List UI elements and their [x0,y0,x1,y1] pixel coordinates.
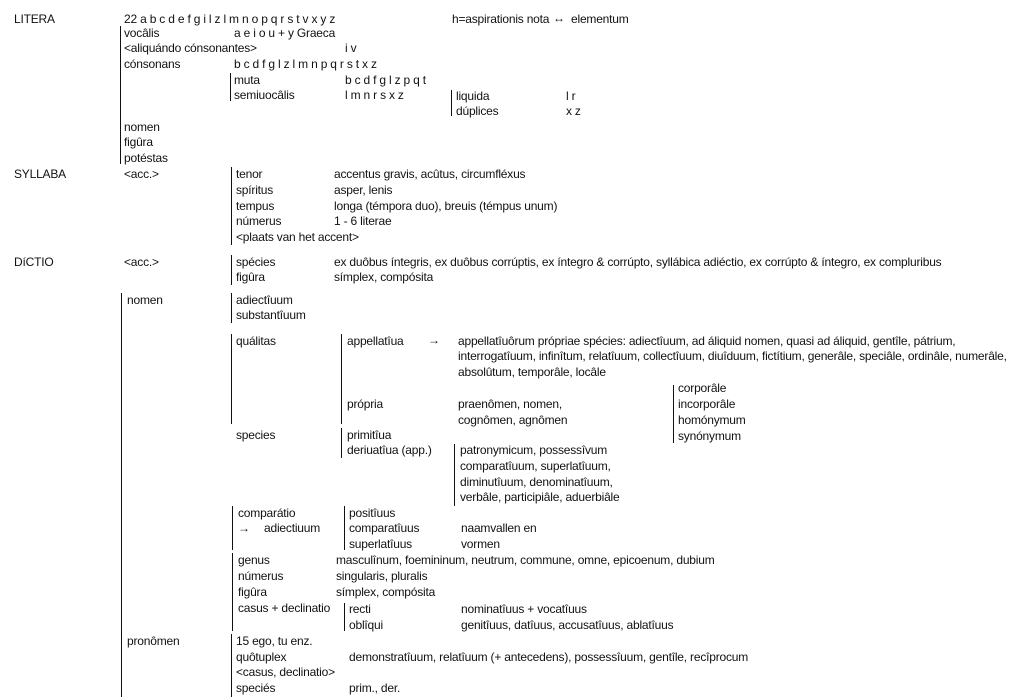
text-line: positîuus [349,506,396,520]
bracket-line [231,334,232,424]
text-line: 15 ego, tu enz. [236,634,313,648]
text-line: patronymicum, possessîvum [460,443,608,457]
bracket-line [232,506,233,550]
text-line: corporâle [678,381,727,395]
text-line: b c d f g l z p q t [345,73,426,87]
text-line: a e i o u + y Graeca [234,26,336,40]
bracket-line [451,90,452,116]
text-line: masculînum, foemininum, neutrum, commune, omne, epicoenum, dubium [336,553,715,567]
text-line: recti [349,602,371,616]
text-line: semiuocâlis [234,88,295,102]
text-line: cónsonans [124,57,181,71]
text-line: símplex, compósita [336,585,436,599]
text-line: accentus gravis, acûtus, circumfléxus [334,167,526,181]
heading-dictio: DíCTIO [14,255,54,269]
text-line: tenor [236,167,263,181]
text-line: species [236,428,276,442]
right-arrow-icon: → [238,521,250,535]
text-line: spécies [236,255,276,269]
bracket-line [344,603,345,631]
text-line: demonstratîuum, relatîuum (+ antecedens), possessîuum, gentîle, recîprocum [349,650,749,664]
text-line: ex duôbus íntegris, ex duôbus corrúptis, ex íntegro & corrúpto, syllábica adiéctio, ex corrúpto & íntegro, ex compluribus [334,255,942,269]
bracket-line [232,553,233,631]
text-line: vocâlis [124,26,160,40]
text-line: oblîqui [349,618,383,632]
text-line: b c d f g l z l m n p q r s t x z [234,57,377,71]
bracket-line [231,634,232,697]
text-line: dúplices [456,104,499,118]
text-line: appellatîua [347,334,404,348]
text-line: diminutîuum, denominatîuum, [460,475,613,489]
text-line: deriuatîua (app.) [347,443,432,457]
bracket-line [231,255,232,285]
text-line: i v [345,41,357,55]
text-line: naamvallen en [461,521,537,535]
text-line: synónymum [678,429,741,443]
text-line: comparátio [238,506,296,520]
bracket-line [341,428,342,458]
text-line: x z [566,104,581,118]
text-line: muta [234,73,260,87]
text-line: h=aspirationis nota [452,12,550,26]
bracket-line [230,73,231,101]
bracket-line [121,293,122,697]
text-line: interrogatîuum, infinîtum, relatîuum, collectîuum, diuîduum, fictítium, generâle, speciâle, ordinâle, numerâle, [458,349,1007,363]
text-line: <plaats van het accent> [236,230,359,244]
text-line: adiectîuum [236,293,293,307]
text-line: casus + declinatio [238,601,331,615]
text-line: incorporâle [678,397,736,411]
text-line: nomen [127,293,163,307]
text-line: figûra [236,270,265,284]
right-arrow-icon: → [428,333,440,347]
text-line: singularis, pluralis [336,569,428,583]
text-line: própria [347,397,383,411]
text-line: absolûtum, temporâle, locâle [458,365,606,379]
bracket-line [231,167,232,245]
text-line: verbâle, participiâle, aduerbiâle [460,490,620,504]
text-line: superlatîuus [349,537,412,551]
text-line: comparatîuus [349,521,420,535]
text-line: númerus [238,569,284,583]
text-line: elementum [571,12,629,26]
text-line: speciés [236,681,276,695]
text-line: nomen [124,120,160,134]
text-line: asper, lenis [334,183,393,197]
heading-litera: LITERA [14,12,55,26]
bracket-line [454,444,455,506]
text-line: potéstas [124,151,168,165]
text-line: longa (témpora duo), breuis (témpus unum) [334,199,558,213]
heading-syllaba: SYLLABA [14,167,66,181]
bracket-line [341,334,342,424]
double-arrow-icon: ↔ [553,11,565,25]
text-line: adiectiuum [264,521,321,535]
text-line: quálitas [236,334,276,348]
text-line: spíritus [236,183,274,197]
text-line: substantîuum [236,308,306,322]
bracket-line [120,26,121,164]
text-line: pronômen [127,634,180,648]
bracket-line [344,506,345,550]
text-line: cognômen, agnômen [458,413,568,427]
text-line: appellatîuôrum própriae spécies: adiectîuum, ad áliquid nomen, quasi ad áliquid, gentîle, pátrium, [458,334,956,348]
text-line: praenômen, nomen, [458,397,563,411]
text-line: <casus, declinatio> [236,665,335,679]
text-line: l r [566,89,576,103]
bracket-line [673,385,674,443]
text-line: nominatîuus + vocatîuus [461,602,587,616]
text-line: prim., der. [349,681,401,695]
text-line: primitîua [347,428,392,442]
text-line: <aliquándo cónsonantes> [124,41,257,55]
text-line: homónymum [678,413,746,427]
bracket-line [231,293,232,323]
text-line: 22 a b c d e f g i l z l m n o p q r s t v x y z [124,12,336,26]
text-line: númerus [236,214,282,228]
text-line: <acc.> [124,255,159,269]
text-line: 1 - 6 literae [334,214,392,228]
text-line: genus [238,553,270,567]
text-line: genitîuus, datîuus, accusatîuus, ablatîuus [461,618,674,632]
text-line: figûra [124,135,153,149]
text-line: liquida [456,89,490,103]
text-line: comparatîuum, superlatîuum, [460,459,611,473]
text-line: <acc.> [124,167,159,181]
text-line: tempus [236,199,275,213]
text-line: l m n r s x z [345,88,404,102]
text-line: quôtuplex [236,650,287,664]
text-line: vormen [461,537,500,551]
text-line: figûra [238,585,267,599]
text-line: símplex, compósita [334,270,434,284]
